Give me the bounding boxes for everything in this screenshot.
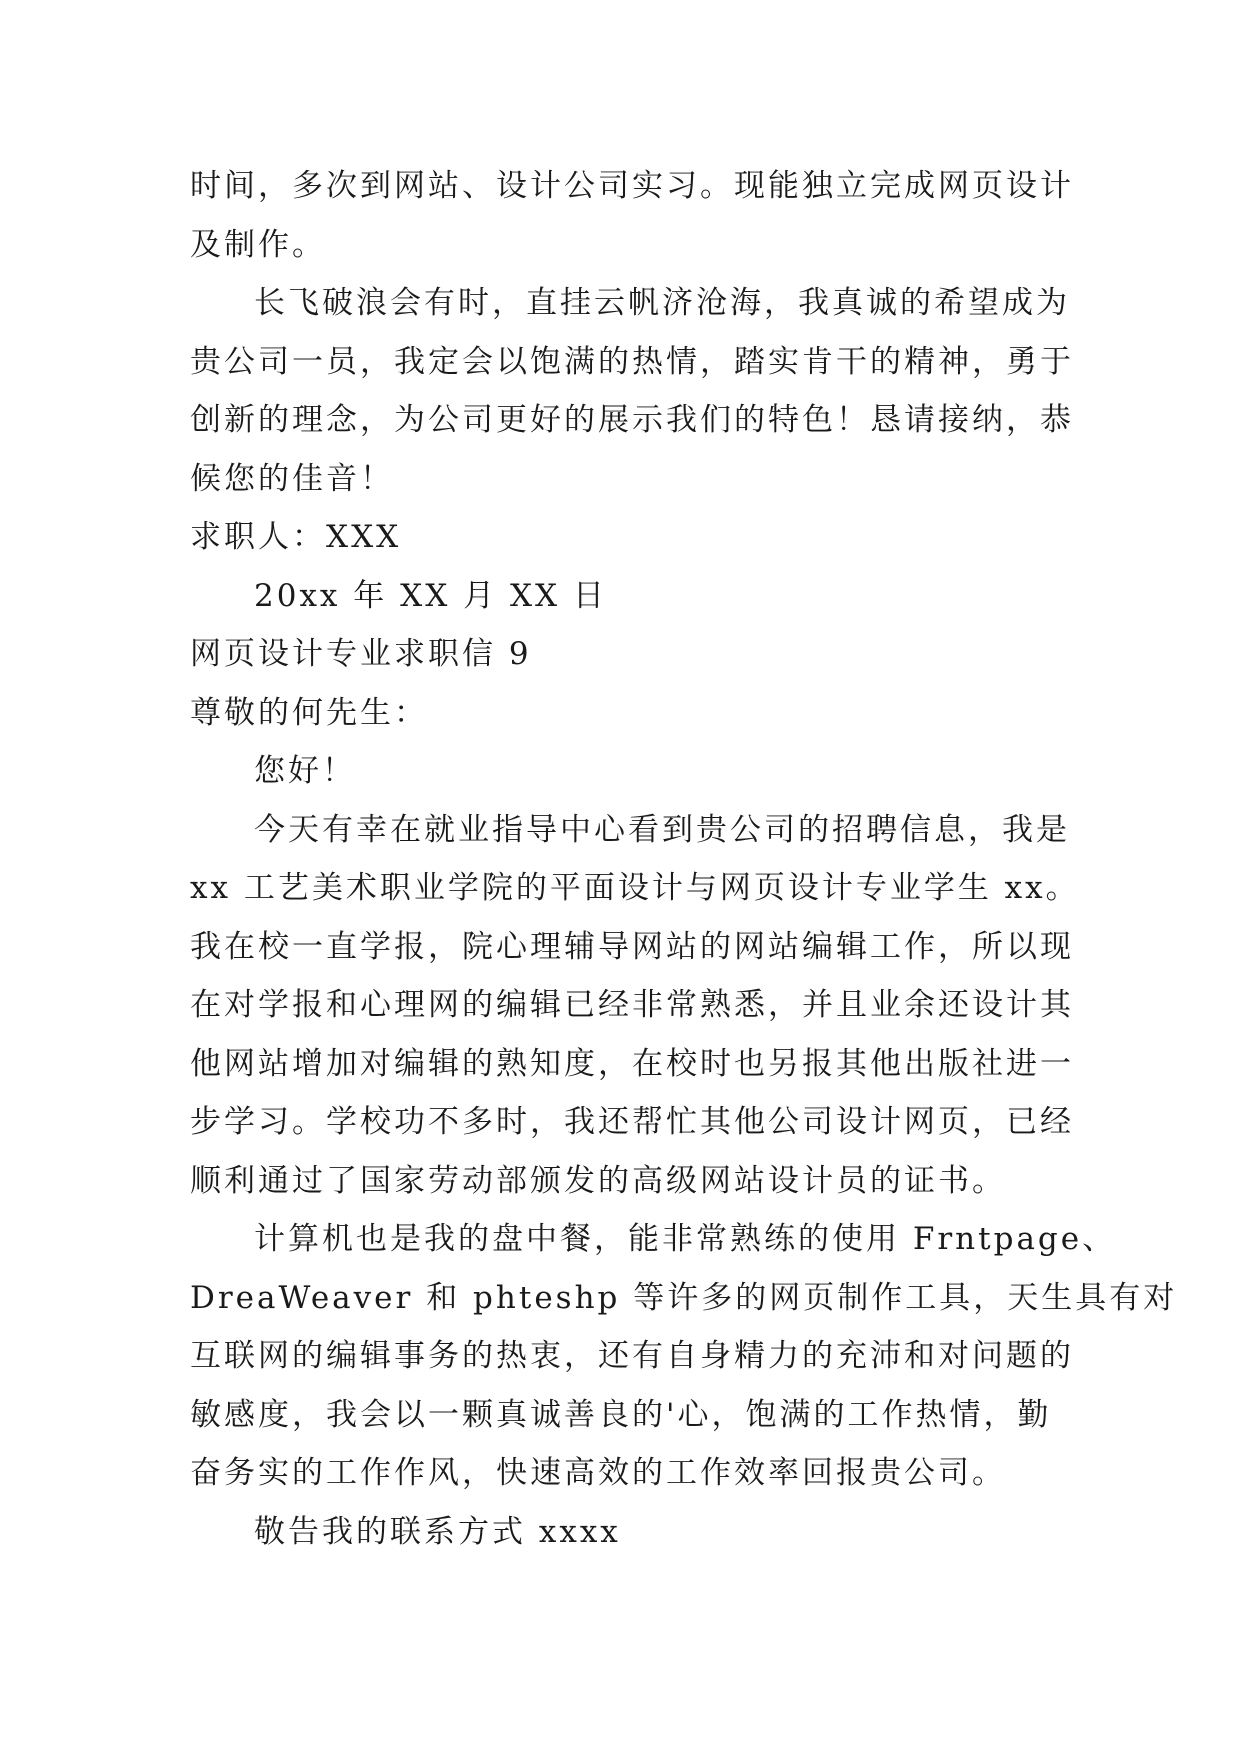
salutation: 尊敬的何先生：: [190, 694, 428, 731]
greeting: 您好！: [254, 753, 356, 789]
body-line: 时间，多次到网站、设计公司实习。现能独立完成网页设计: [190, 168, 1074, 204]
document-body: [190, 157, 1178, 1561]
body-line: 步学习。学校功不多时，我还帮忙其他公司设计网页，已经: [190, 1104, 1074, 1140]
signature-line: 求职人：XXX: [190, 519, 402, 555]
body-line: 创新的理念，为公司更好的展示我们的特色！恳请接纳，恭: [190, 402, 1074, 438]
body-line: 互联网的编辑事务的热衷，还有自身精力的充沛和对问题的: [190, 1338, 1074, 1374]
body-line: DreaWeaver 和 phteshp 等许多的网页制作工具，天生具有对: [190, 1279, 1178, 1316]
date-line: 20xx 年 XX 月 XX 日: [254, 577, 607, 614]
body-line: 贵公司一员，我定会以饱满的热情，踏实肯干的精神，勇于: [190, 343, 1074, 380]
section-title: 网页设计专业求职信 9: [190, 636, 532, 672]
body-line: 我在校一直学报，院心理辅导网站的网站编辑工作，所以现: [190, 928, 1074, 965]
body-line: 今天有幸在就业指导中心看到贵公司的招聘信息，我是: [254, 811, 1070, 848]
body-line: 顺利通过了国家劳动部颁发的高级网站设计员的证书。: [190, 1162, 1006, 1199]
contact-line: 敬告我的联系方式 xxxx: [254, 1513, 621, 1550]
body-line: xx 工艺美术职业学院的平面设计与网页设计专业学生 xx。: [190, 870, 1080, 906]
body-line: 长飞破浪会有时，直挂云帆济沧海，我真诚的希望成为: [254, 285, 1070, 321]
body-line: 敏感度，我会以一颗真诚善良的'心，饱满的工作热情，勤: [190, 1396, 1052, 1433]
body-line: 计算机也是我的盘中餐，能非常熟练的使用 Frntpage、: [254, 1221, 1117, 1257]
body-line: 奋务实的工作作风，快速高效的工作效率回报贵公司。: [190, 1455, 1006, 1491]
body-line: 在对学报和心理网的编辑已经非常熟悉，并且业余还设计其: [190, 987, 1074, 1023]
body-line: 及制作。: [190, 226, 326, 263]
body-line: 候您的佳音！: [190, 460, 394, 497]
body-line: 他网站增加对编辑的熟知度，在校时也另报其他出版社进一: [190, 1045, 1074, 1082]
